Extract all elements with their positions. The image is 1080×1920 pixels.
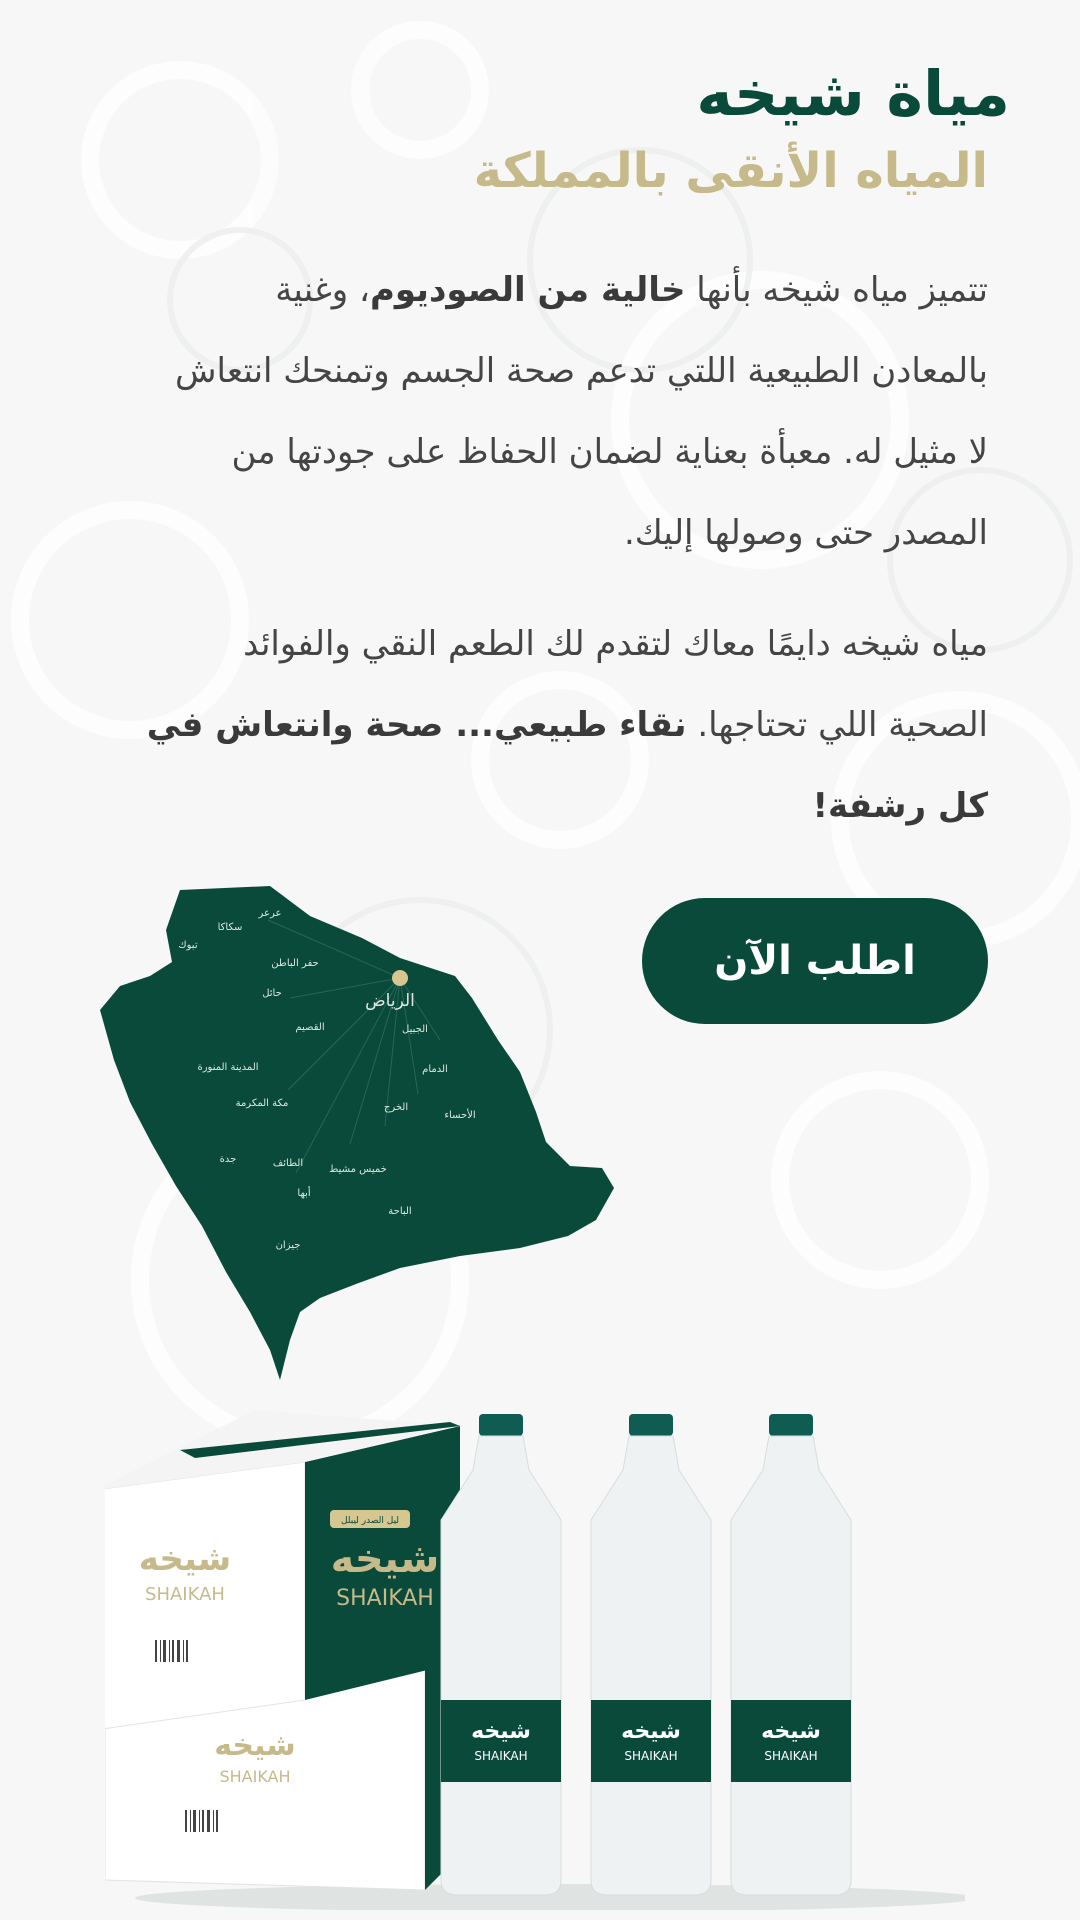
- map-city-label: عرعر: [258, 908, 282, 919]
- saudi-map: [100, 880, 740, 1400]
- map-city-label: الطائف: [272, 1158, 304, 1169]
- map-city-label: أبها: [297, 1188, 311, 1199]
- product-image: [105, 1410, 965, 1910]
- intro-text-1: تتميز مياه شيخه بأنها: [685, 270, 988, 310]
- tagline-paragraph: [138, 604, 988, 847]
- intro-text-2: ، وغنية: [275, 270, 370, 310]
- map-city-label: مكة المكرمة: [235, 1098, 289, 1109]
- map-city-label: سكاكا: [217, 922, 243, 933]
- capital-label: الرياض: [365, 991, 415, 1011]
- box-tag: ليل الصدر ليبلل: [340, 1516, 400, 1526]
- bottle-brand-en: SHAIKAH: [624, 1749, 678, 1763]
- bottle: [731, 1414, 851, 1895]
- box-side-brand-ar: شيخه: [330, 1536, 440, 1582]
- bottle-brand-ar: شيخه: [621, 1719, 681, 1744]
- map-city-label: الأحساء: [444, 1110, 476, 1121]
- bottle-brand-ar: شيخه: [761, 1719, 821, 1744]
- brand-title: مياة شيخه: [696, 57, 1010, 130]
- map-city-label: حفر الباطن: [271, 958, 319, 969]
- intro-text-rest: بالمعادن الطبيعية اللتي تدعم صحة الجسم وتمنحك انتعاش لا مثيل له. معبأة بعناية لضمان الحفاظ على جودتها من المصدر حتى وصولها إليك.: [175, 351, 988, 553]
- map-city-label: خميس مشيط: [329, 1164, 387, 1175]
- map-city-label: الباحة: [388, 1206, 412, 1217]
- map-city-label: المدينة المنورة: [197, 1062, 259, 1073]
- order-now-button[interactable]: اطلب الآن: [642, 898, 988, 1024]
- box-side-brand-en: SHAIKAH: [336, 1586, 434, 1611]
- tagline-bold: نقاء طبيعي... صحة وانتعاش في كل رشفة!: [146, 705, 988, 826]
- intro-paragraph: [158, 250, 988, 574]
- bottle-brand-en: SHAIKAH: [474, 1749, 528, 1763]
- map-city-label: تبوك: [178, 940, 198, 951]
- map-city-label: حائل: [262, 988, 282, 999]
- brand-subtitle: المياه الأنقى بالمملكة: [473, 143, 988, 199]
- intro-bold: خالية من الصوديوم: [369, 270, 686, 310]
- map-city-label: جدة: [219, 1154, 237, 1165]
- box-brand-en: SHAIKAH: [145, 1584, 225, 1605]
- map-city-label: القصيم: [295, 1022, 325, 1033]
- map-city-label: جيزان: [275, 1240, 301, 1251]
- box-brand-ar: شيخه: [138, 1539, 232, 1579]
- map-shape: [100, 886, 614, 1380]
- map-city-label: الخرج: [383, 1102, 409, 1113]
- tagline-text: مياه شيخه دايمًا معاك لتقدم لك الطعم النقي والفوائد الصحية اللي تحتاجها.: [243, 624, 988, 745]
- bottle-brand-ar: شيخه: [471, 1719, 531, 1744]
- box-lower-brand-ar: شيخه: [214, 1728, 296, 1763]
- box-lower-brand-en: SHAIKAH: [219, 1767, 291, 1786]
- bottle: [591, 1414, 711, 1895]
- map-city-label: الجبيل: [402, 1024, 428, 1035]
- map-city-label: الدمام: [422, 1064, 448, 1075]
- bottle-brand-en: SHAIKAH: [764, 1749, 818, 1763]
- capital-marker: [392, 970, 408, 986]
